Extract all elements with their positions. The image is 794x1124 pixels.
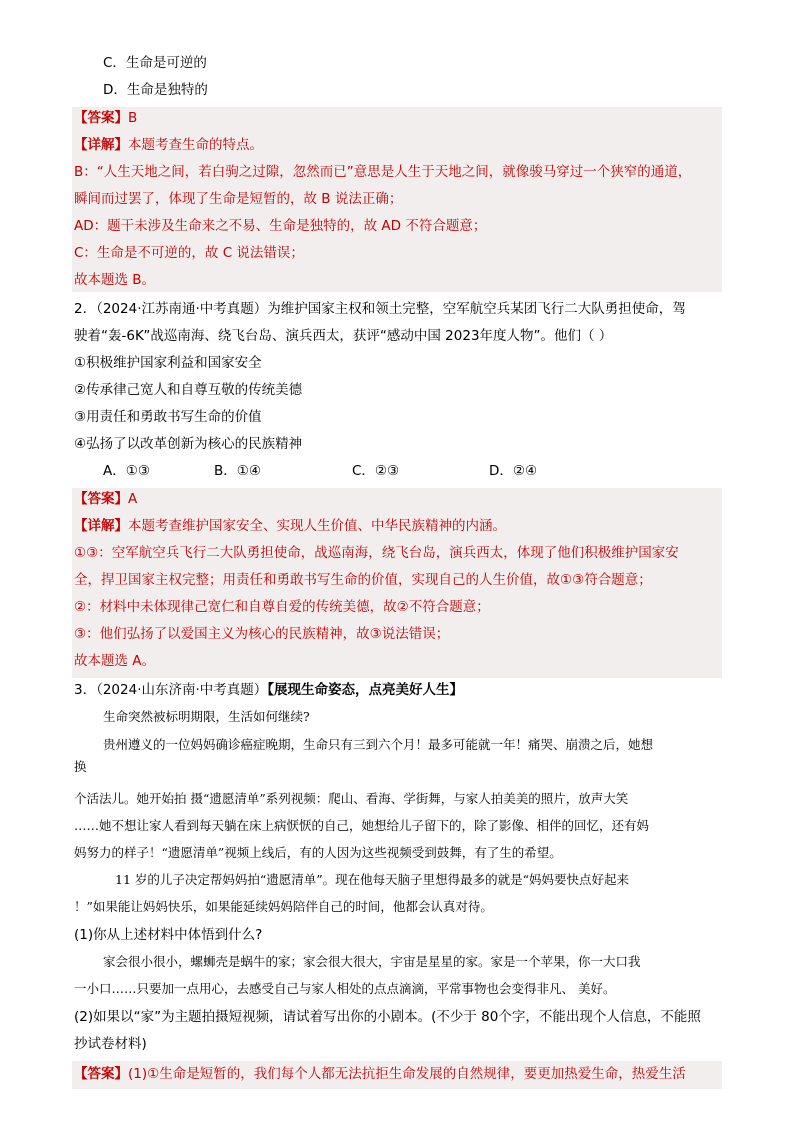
q2-item-3: ③用责任和勇敢书写生命的价值 — [74, 409, 262, 425]
answer-text: (1)①生命是短暂的，我们每个人都无法抗拒生命发展的自然规律，要更加热爱生命，热爱生活 — [128, 1066, 686, 1082]
q1-detail — [74, 135, 263, 155]
detail-text: 本题考查维护国家安全、实现人生价值、中华民族精神的内涵。 — [128, 518, 506, 534]
q2-item-2: ②传承律己宽人和自尊互敬的传统美德 — [74, 382, 303, 398]
q1-option-c: C．生命是可逆的 — [103, 55, 207, 71]
q1-answer — [74, 108, 137, 128]
q3-material-2-line5: 妈努力的样子！“遗愿清单”视频上线后，有的人因为这些视频受到鼓舞，有了生的希望。 — [74, 845, 562, 860]
q1-explanation-b-line1: B：“人生天地之间，若白驹之过隙，忽然而已”意思是人生于天地之间，就像骏马穿过一个狭窄的通道， — [74, 164, 692, 180]
q2-detail — [74, 516, 506, 536]
q1-explanation-ad: AD：题干未涉及生命来之不易、生命是独特的，故 AD 不符合题意； — [74, 218, 487, 234]
q3-subquestion-2-line2: 抄试卷材料) — [74, 1036, 147, 1052]
q3-material-4-line1: 家会很小很小，螺蛳壳是蜗牛的家；家会很大很大，宇宙是星星的家。家是一个苹果，你一大口我 — [103, 954, 641, 969]
q2-option-b: B．①④ — [214, 463, 261, 479]
q3-answer — [74, 1064, 686, 1084]
q2-item-1: ①积极维护国家利益和国家安全 — [74, 355, 262, 371]
q3-stem-title: 【展现生命姿态，点亮美好人生】 — [267, 682, 464, 698]
q3-subquestion-1: (1)你从上述材料中体悟到什么? — [74, 927, 263, 943]
q1-explanation-b-line2: 瞬间而过罢了，体现了生命是短暂的，故 B 说法正确； — [74, 191, 403, 207]
q3-subquestion-2-line1: (2)如果以“家”为主题拍摄短视频，请试着写出你的小剧本。(不少于 80个字，不能出现个人信息，不能照 — [74, 1009, 701, 1025]
q2-option-c: C．②③ — [352, 463, 400, 479]
q2-answer — [74, 489, 137, 509]
q1-conclusion: 故本题选 B。 — [74, 272, 156, 288]
answer-value: A — [128, 491, 138, 507]
q3-material-2-line1: 贵州遵义的一位妈妈确诊癌症晚期，生命只有三到六个月！最多可能就一年！痛哭、崩溃之后，她想 — [103, 737, 654, 752]
q3-stem — [74, 680, 463, 700]
q2-stem-line2: 驶着“轰-6K”战巡南海、绕飞台岛、演兵西太，获评“感动中国 2023年度人物”。他们（ ） — [74, 328, 613, 344]
q2-conclusion: 故本题选 A。 — [74, 653, 156, 669]
detail-text: 本题考查生命的特点。 — [128, 137, 263, 153]
q2-option-d: D．②④ — [489, 463, 538, 479]
q2-explanation-13-line2: 全，捍卫国家主权完整；用责任和勇敢书写生命的价值，实现自己的人生价值，故①③符合题意； — [74, 572, 652, 588]
q2-explanation-3: ③：他们弘扬了以爱国主义为核心的民族精神，故③说法错误； — [74, 626, 450, 642]
q3-material-2-line4: ……她不想让家人看到每天躺在床上病恹恹的自己，她想给儿子留下的，除了影像、相伴的回忆，还有妈 — [74, 818, 650, 833]
q2-option-a: A．①③ — [103, 463, 150, 479]
detail-label: 【详解】 — [74, 137, 128, 153]
answer-label: 【答案】 — [74, 491, 128, 507]
q3-material-2-line2: 换 — [74, 759, 87, 774]
q2-item-4: ④弘扬了以改革创新为核心的民族精神 — [74, 436, 303, 452]
q1-explanation-c: C：生命是不可逆的，故 C 说法错误； — [74, 245, 304, 261]
q3-material-4-line2: 一小口……只要加一点用心，去感受自己与家人相处的点点滴滴，平常事物也会变得非凡、 美好。 — [74, 981, 616, 996]
q3-material-1: 生命突然被标明期限，生活如何继续? — [103, 709, 310, 724]
answer-label: 【答案】 — [74, 110, 128, 126]
q2-explanation-2: ②：材料中未体现律己宽仁和自尊自爱的传统美德，故②不符合题意； — [74, 599, 490, 615]
q3-material-2-line3: 个活法儿。她开始拍 摄“遗愿清单”系列视频：爬山、看海、学街舞，与家人拍美美的照片，放声大笑 — [74, 791, 629, 806]
q3-material-3-line1: 11 岁的儿子决定帮妈妈拍“遗愿清单”。现在他每天脑子里想得最多的就是“妈妈要快点好起来 — [115, 872, 630, 887]
q1-option-d: D．生命是独特的 — [103, 82, 208, 98]
q3-stem-source: 3．（2024·山东济南·中考真题） — [74, 682, 268, 698]
q2-explanation-13-line1: ①③：空军航空兵飞行二大队勇担使命，战巡南海，绕飞台岛，演兵西太，体现了他们积极维护国家安 — [74, 545, 679, 561]
answer-label: 【答案】 — [74, 1066, 128, 1082]
answer-value: B — [128, 110, 138, 126]
detail-label: 【详解】 — [74, 518, 128, 534]
q2-stem-line1: 2．（2024·江苏南通·中考真题）为维护国家主权和领土完整，空军航空兵某团飞行二大队勇担使命，驾 — [74, 301, 686, 317]
q3-material-3-line2: ！”如果能让妈妈快乐，如果能延续妈妈陪伴自己的时间，他都会认真对待。 — [74, 899, 493, 914]
